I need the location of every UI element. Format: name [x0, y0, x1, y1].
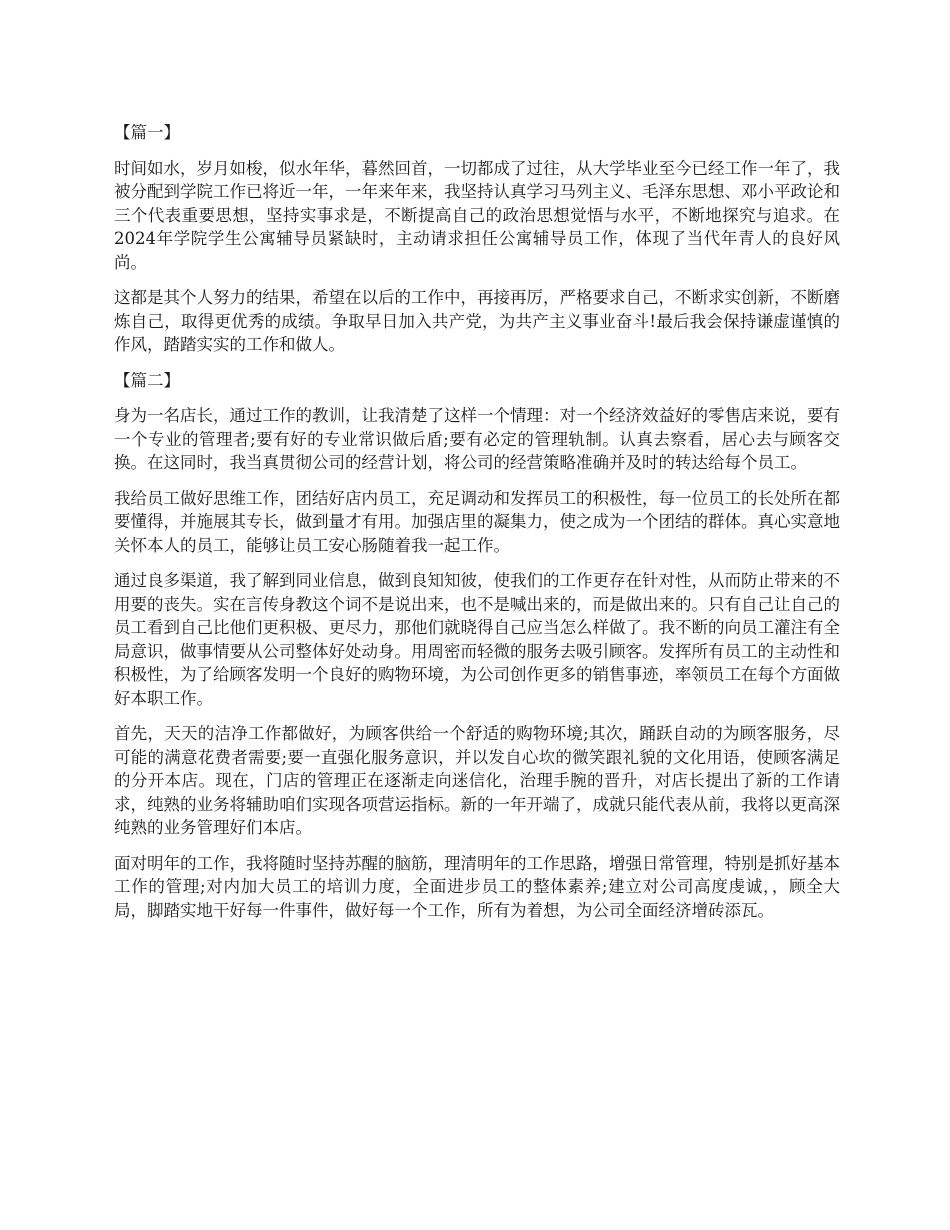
document-body	[114, 121, 840, 934]
section-heading-2: 【篇二】	[114, 370, 180, 390]
paragraph: 身为一名店长，通过工作的教训，让我清楚了这样一个情理：对一个经济效益好的零售店来说，要有一个专业的管理者;要有好的专业常识做后盾;要有必定的管理轨制。认真去察看，居心去与顾客交换。在这同时，我当真贯彻公司的经营计划，将公司的经营策略准确并及时的转达给每个员工。	[114, 406, 840, 472]
section-heading-1: 【篇一】	[114, 123, 180, 142]
paragraph: 这都是其个人努力的结果，希望在以后的工作中，再接再厉，严格要求自己，不断求实创新，不断磨炼自己，取得更优秀的成绩。争取早日加入共产党，为共产主义事业奋斗!最后我会保持谦虚谨慎的作风，踏踏实实的工作和做人。	[114, 288, 840, 354]
paragraph: 首先，天天的洁净工作都做好，为顾客供给一个舒适的购物环境;其次，踊跃自动的为顾客服务，尽可能的满意花费者需要;要一直强化服务意识，并以发自心坎的微笑跟礼貌的文化用语，使顾客满足的分开本店。现在，门店的管理正在逐渐走向迷信化，治理手腕的晋升，对店长提出了新的工作请求，纯熟的业务将辅助咱们实现各项营运指标。新的一年开端了，成就只能代表从前，我将以更高深纯熟的业务管理好们本店。	[114, 724, 840, 837]
paragraph: 通过良多渠道，我了解到同业信息，做到良知知彼，使我们的工作更存在针对性，从而防止带来的不用要的丧失。实在言传身教这个词不是说出来，也不是喊出来的，而是做出来的。只有自己让自己的员工看到自己比他们更积极、更尽力，那他们就晓得自己应当怎么样做了。我不断的向员工灌注有全局意识，做事情要从公司整体好处动身。用周密而轻微的服务去吸引顾客。发挥所有员工的主动性和积极性，为了给顾客发明一个良好的购物环境，为公司创作更多的销售事迹，率领员工在每个方面做好本职工作。	[114, 571, 840, 708]
paragraph: 我给员工做好思维工作，团结好店内员工，充足调动和发挥员工的积极性，每一位员工的长处所在都要懂得，并施展其专长，做到量才有用。加强店里的凝集力，使之成为一个团结的群体。真心实意地关怀本人的员工，能够让员工安心肠随着我一起工作。	[114, 488, 840, 555]
paragraph: 面对明年的工作，我将随时坚持苏醒的脑筋，理清明年的工作思路，增强日常管理，特别是抓好基本工作的管理;对内加大员工的培训力度，全面进步员工的整体素养;建立对公司高度虔诚，，顾全大局，脚踏实地干好每一件事件，做好每一个工作，所有为着想，为公司全面经济增砖添瓦。	[114, 853, 840, 920]
paragraph: 时间如水，岁月如梭，似水年华，暮然回首，一切都成了过往，从大学毕业至今已经工作一年了，我被分配到学院工作已将近一年，一年来年来，我坚持认真学习马列主义、毛泽东思想、邓小平政论和三个代表重要思想，坚持实事求是，不断提高自己的政治思想觉悟与水平，不断地探究与追求。在2024年学院学生公寓辅导员紧缺时，主动请求担任公寓辅导员工作，体现了当代年青人的良好风尚。	[114, 158, 840, 272]
